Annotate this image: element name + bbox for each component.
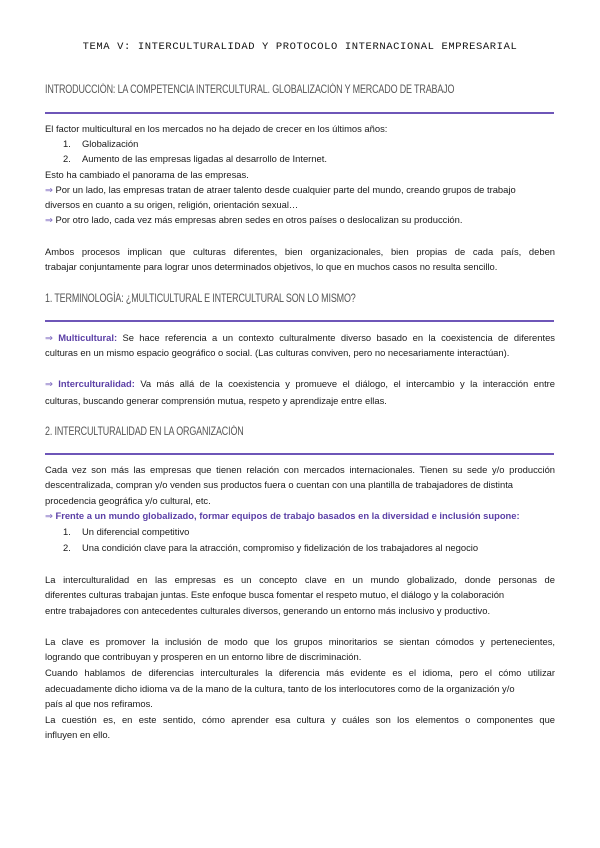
- paragraph-line: trabajar conjuntamente para lograr unos determinados objetivos, lo que en muchos casos no resulta sencillo.: [45, 261, 498, 272]
- paragraph-line: La cuestión es, en este sentido, cómo aprender esa cultura y cuáles son los elementos o componentes que: [45, 714, 555, 725]
- paragraph-line: Esto ha cambiado el panorama de las empresas.: [45, 169, 249, 180]
- paragraph-line: Cuando hablamos de diferencias interculturales la diferencia más evidente es el idioma, pero el cómo utilizar: [45, 667, 555, 678]
- paragraph-line: Por otro lado, cada vez más empresas abren sedes en otros países o deslocalizan su producción.: [55, 214, 463, 225]
- section-divider: [45, 320, 554, 322]
- section-divider: [45, 112, 554, 114]
- arrow-right-icon: ⇒: [45, 184, 53, 195]
- section-heading-organization: 2. INTERCULTURALIDAD EN LA ORGANIZACIÓN: [45, 426, 244, 438]
- paragraph-line: entre trabajadores con antecedentes culturales diversos, generando un entorno más inclusivo y productivo.: [45, 605, 491, 616]
- arrow-right-icon: ⇒: [45, 510, 53, 521]
- list-item: Un diferencial competitivo: [82, 526, 190, 537]
- paragraph-line: diferentes culturas trabajan juntas. Este enfoque busca fomentar el respeto mutuo, el diálogo y la colaboración: [45, 589, 505, 600]
- paragraph-line: descentralizada, compran y/o venden sus productos fuera o cuentan con una plantilla de trabajadores de distinta: [45, 479, 514, 490]
- document-title: TEMA V: INTERCULTURALIDAD Y PROTOCOLO INTERNACIONAL EMPRESARIAL: [82, 41, 518, 53]
- paragraph-line: Va más allá de la coexistencia y promueve el diálogo, el intercambio y la interacción entre: [140, 378, 556, 389]
- highlight-statement: Frente a un mundo globalizado, formar equipos de trabajo basados en la diversidad e inclusión supone:: [55, 510, 520, 521]
- paragraph-line: Cada vez son más las empresas que tienen relación con mercados internacionales. Tienen su sede y/o producción: [45, 464, 555, 475]
- paragraph-line: La interculturalidad en las empresas es un concepto clave en un mundo globalizado, donde personas de: [45, 574, 555, 585]
- paragraph-line: El factor multicultural en los mercados no ha dejado de crecer en los últimos años:: [45, 123, 388, 134]
- list-item: Aumento de las empresas ligadas al desarrollo de Internet.: [82, 153, 327, 164]
- paragraph-line: Por un lado, las empresas tratan de atraer talento desde cualquier parte del mundo, creando grupos de trabajo: [55, 184, 516, 195]
- list-item-number: 2.: [63, 542, 71, 553]
- paragraph-line: procedencia geográfica y/o cultural, etc.: [45, 495, 211, 506]
- list-item: Globalización: [82, 138, 139, 149]
- term-label-multicultural: Multicultural:: [58, 332, 118, 343]
- paragraph-line: culturas en un mismo espacio geográfico o social. (Las culturas conviven, pero no necesariamente interactúan).: [45, 347, 510, 358]
- arrow-right-icon: ⇒: [45, 378, 53, 389]
- section-heading-intro: INTRODUCCIÓN: LA COMPETENCIA INTERCULTURAL. GLOBALIZACIÓN Y MERCADO DE TRABAJO: [45, 84, 455, 96]
- list-item: Una condición clave para la atracción, compromiso y fidelización de los trabajadores al negocio: [82, 542, 479, 553]
- paragraph-line: diversos en cuanto a su origen, religión, orientación sexual…: [45, 199, 299, 210]
- arrow-right-icon: ⇒: [45, 214, 53, 225]
- term-label-interculturalidad: Interculturalidad:: [58, 378, 135, 389]
- section-divider: [45, 453, 554, 455]
- paragraph-line: La clave es promover la inclusión de modo que los grupos minoritarios se sientan cómodos y pertenecientes,: [45, 636, 555, 647]
- paragraph-line: Ambos procesos implican que culturas diferentes, bien organizacionales, bien propias de cada país, deben: [45, 246, 555, 257]
- paragraph-line: país al que nos refiramos.: [45, 698, 153, 709]
- list-item-number: 1.: [63, 138, 71, 149]
- list-item-number: 2.: [63, 153, 71, 164]
- list-item-number: 1.: [63, 526, 71, 537]
- paragraph-line: culturas, buscando generar comprensión mutua, respeto y aprendizaje entre ellas.: [45, 395, 387, 406]
- paragraph-line: Se hace referencia a un contexto culturalmente diverso basado en la coexistencia de diferentes: [122, 332, 555, 343]
- paragraph-line: logrando que contribuyan y prosperen en un entorno libre de discriminación.: [45, 651, 362, 662]
- paragraph-line: influyen en ello.: [45, 729, 111, 740]
- arrow-right-icon: ⇒: [45, 332, 53, 343]
- section-heading-terminology: 1. TERMINOLOGÍA: ¿MULTICULTURAL E INTERCULTURAL SON LO MISMO?: [45, 293, 356, 305]
- paragraph-line: adecuadamente dicho idioma va de la mano de la cultura, tanto de los interlocutores como de la organización y/o: [45, 683, 515, 694]
